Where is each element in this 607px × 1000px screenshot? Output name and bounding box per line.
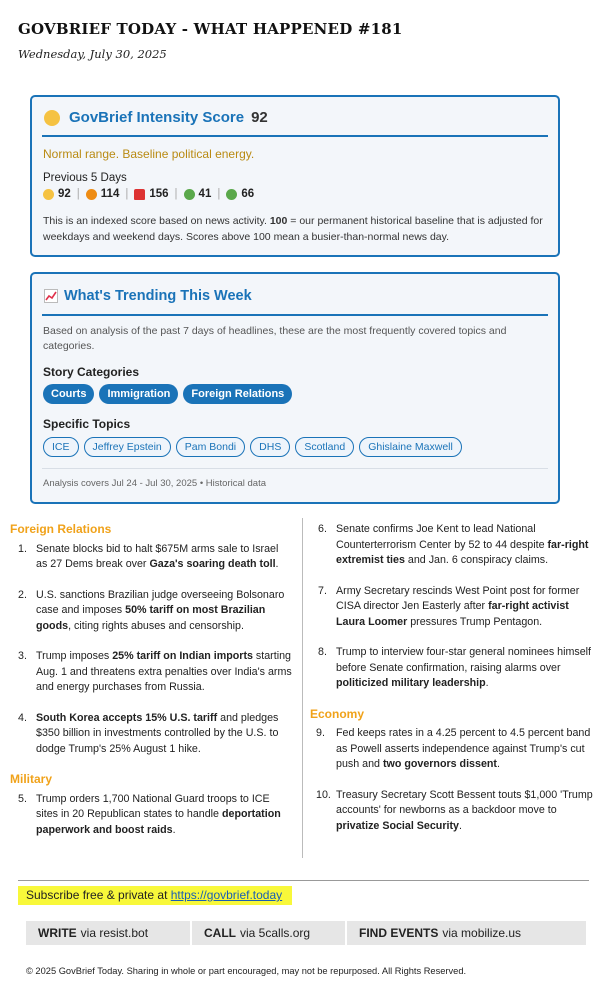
topic-pill: Jeffrey Epstein [84, 437, 171, 457]
previous-days-scores [43, 188, 254, 200]
news-item: 10. Treasury Secretary Scott Bessent touts $1,000 'Trump accounts' for newborns as a backdoor move to privatize Social Security. [316, 788, 593, 832]
subscribe-banner [18, 886, 292, 905]
previous-day-1 [43, 188, 71, 200]
subscribe-link[interactable]: https://govbrief.today [170, 888, 283, 902]
green-circle-icon [184, 189, 195, 200]
copyright: © 2025 GovBrief Today. Sharing in whole or part encouraged, may not be repurposed. All Rights Reserved. [26, 966, 467, 976]
previous-day-4 [184, 188, 212, 200]
write-action[interactable]: WRITE via resist.bot [26, 921, 192, 945]
trending-footer-divider [42, 468, 548, 469]
section-heading-economy: Economy [310, 706, 365, 721]
yellow-circle-icon [44, 110, 60, 126]
separator: | [174, 188, 178, 200]
siren-icon [134, 189, 145, 200]
previous-day-value: 66 [241, 188, 255, 200]
news-item: 1. Senate blocks bid to halt $675M arms sale to Israel as 27 Dems break over Gaza's soaring death toll. [18, 542, 279, 570]
previous-day-5 [226, 188, 254, 200]
separator: | [217, 188, 221, 200]
section-heading-military: Military [10, 772, 53, 786]
topic-pill: Ghislaine Maxwell [359, 437, 462, 457]
story-categories [43, 384, 297, 404]
news-item: 4. South Korea accepts 15% U.S. tariff and pledges $350 billion in investments controlled by the U.S. to dodge Trump's 25% August 1 hike. [18, 711, 279, 755]
news-item: 8. Trump to interview four-star general nominees himself before Senate confirmation, raising alarms over politicized military leadership. [318, 646, 592, 689]
category-pill: Courts [43, 384, 94, 404]
news-item: 7. Army Secretary rescinds West Point post for former CISA director Jen Easterly after far-right activist Laura Loomer pressures Trump Pentagon. [318, 584, 580, 628]
trending-divider [42, 314, 548, 316]
category-pill: Immigration [99, 384, 178, 404]
previous-day-3 [134, 188, 168, 200]
topic-pill: Scotland [295, 437, 354, 457]
separator: | [125, 188, 129, 200]
news-item: 5. Trump orders 1,700 National Guard troops to ICE sites in 20 Republican states to handle deportation paperwork and boost raids. [18, 792, 281, 836]
footer-divider [18, 880, 589, 881]
find-events-action[interactable]: FIND EVENTS via mobilize.us [359, 926, 522, 940]
story-categories-label: Story Categories [43, 365, 140, 379]
news-item: 2. U.S. sanctions Brazilian judge overseeing Bolsonaro case and imposes 50% tariff on most Brazilian goods, citing rights abuses and censorship. [18, 588, 285, 632]
category-pill: Foreign Relations [183, 384, 292, 404]
intensity-title: GovBrief Intensity Score [69, 109, 245, 126]
specific-topics [43, 437, 467, 457]
newsletter-date: Wednesday, July 30, 2025 [18, 47, 167, 61]
trending-description: Based on analysis of the past 7 days of headlines, these are the most frequently covered topics and categories. [43, 325, 507, 352]
previous-day-value: 92 [58, 188, 71, 200]
topic-pill: Pam Bondi [176, 437, 245, 457]
intensity-status: Normal range. Baseline political energy. [43, 147, 255, 161]
intensity-description: This is an indexed score based on news activity. 100 = our permanent historical baseline that is adjusted for weekdays and weekend days. Scores above 100 mean a busier-than-normal news day. [43, 215, 543, 243]
orange-circle-icon [86, 189, 97, 200]
intensity-score: 92 [251, 109, 268, 126]
previous-day-value: 114 [100, 188, 120, 200]
green-circle-icon [226, 189, 237, 200]
previous-day-value: 41 [198, 188, 212, 200]
previous-days-label: Previous 5 Days [43, 172, 127, 184]
trending-card [30, 272, 560, 504]
yellow-circle-icon [43, 189, 54, 200]
column-divider [302, 518, 303, 858]
news-item: 6. Senate confirms Joe Kent to lead National Counterterrorism Center by 52 to 44 despite far-right extremist ties and Jan. 6 conspiracy claims. [318, 523, 589, 566]
news-column-right [310, 522, 598, 849]
chart-increasing-icon [44, 289, 58, 303]
previous-day-value: 156 [149, 188, 169, 200]
news-item: 9. Fed keeps rates in a 4.25 percent to 4.5 percent band as Powell asserts independence against Trump's cut push and two governors dissent. [316, 727, 591, 770]
intensity-score-card [30, 95, 560, 257]
news-column-left [10, 522, 292, 853]
topic-pill: DHS [250, 437, 290, 457]
section-heading-foreign-relations: Foreign Relations [10, 522, 112, 536]
topic-pill: ICE [43, 437, 79, 457]
call-action[interactable]: CALL via 5calls.org [192, 921, 347, 945]
trending-title: What's Trending This Week [64, 288, 252, 304]
trending-header [44, 288, 252, 304]
separator: | [76, 188, 80, 200]
subscribe-text: Subscribe free & private at [26, 888, 171, 902]
news-item: 3. Trump imposes 25% tariff on Indian imports starting Aug. 1 and threatens extra penalties over India's arms and energy purchases from Russia. [18, 650, 292, 693]
action-bar [26, 921, 586, 945]
previous-day-2 [86, 188, 120, 200]
intensity-divider [42, 135, 548, 137]
intensity-header [44, 109, 268, 126]
newsletter-title: GOVBRIEF TODAY - WHAT HAPPENED #181 [18, 20, 403, 38]
analysis-period: Analysis covers Jul 24 - Jul 30, 2025 • Historical data [43, 478, 266, 489]
specific-topics-label: Specific Topics [43, 417, 131, 431]
